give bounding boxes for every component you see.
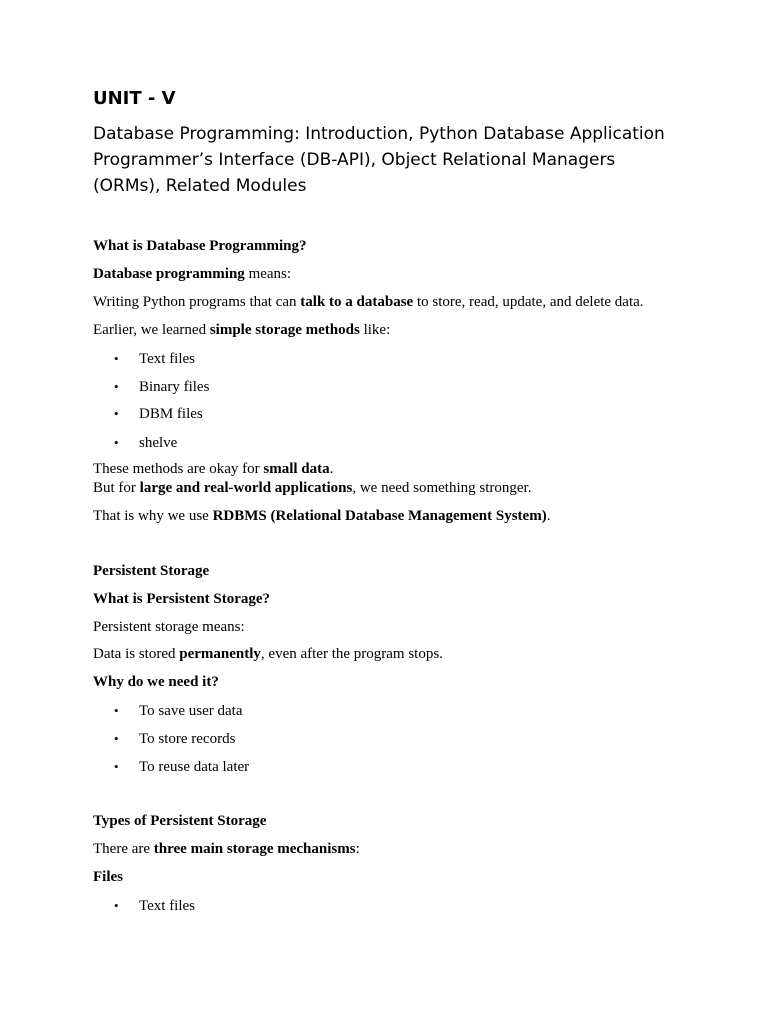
bold-term: talk to a database <box>300 294 414 310</box>
unit-subtitle <box>93 121 693 199</box>
paragraph-explanation <box>93 293 644 312</box>
list-item <box>114 896 195 916</box>
list-item-label: Binary files <box>139 379 210 395</box>
text-run: like: <box>359 322 391 338</box>
bold-term: simple storage methods <box>209 322 360 338</box>
list-item <box>114 377 209 397</box>
bold-term: Database programming <box>93 266 245 282</box>
list-item-label: To store records <box>139 731 236 747</box>
bold-term: RDBMS (Relational Database Management System) <box>212 508 547 524</box>
text-run: Data is stored <box>93 646 180 662</box>
text-run: . <box>329 461 334 477</box>
bullet-icon: • <box>114 703 119 718</box>
bold-term: permanently <box>179 646 261 662</box>
paragraph-large-apps <box>93 479 531 498</box>
section-heading-persistent-storage: Persistent Storage <box>93 563 210 579</box>
list-item <box>114 433 177 453</box>
paragraph-three-mechanisms <box>93 840 360 859</box>
text-run: Writing Python programs that can <box>93 294 301 310</box>
list-item-label: To save user data <box>139 703 243 719</box>
list-item-label: DBM files <box>139 406 203 422</box>
unit-subtitle-line: Database Programming: Introduction, Python Database Application <box>93 124 665 144</box>
paragraph-rdbms <box>93 507 550 526</box>
bullet-icon: • <box>114 406 119 421</box>
bullet-icon: • <box>114 898 119 913</box>
list-item-label: shelve <box>139 435 178 451</box>
text-run: . <box>546 508 551 524</box>
bold-term: three main storage mechanisms <box>153 841 356 857</box>
paragraph-small-data <box>93 460 333 479</box>
paragraph-permanently <box>93 645 443 664</box>
text-run: , we need something stronger. <box>352 480 532 496</box>
text-run: But for <box>93 480 140 496</box>
list-item <box>114 729 235 749</box>
section-heading-db-programming: What is Database Programming? <box>93 238 307 254</box>
unit-title: UNIT - V <box>93 88 176 109</box>
bullet-icon: • <box>114 351 119 366</box>
text-run: to store, read, update, and delete data. <box>413 294 644 310</box>
list-item <box>114 404 203 424</box>
subheading-why-need: Why do we need it? <box>93 674 219 690</box>
bold-term: small data <box>263 461 330 477</box>
bullet-icon: • <box>114 379 119 394</box>
text-run: These methods are okay for <box>93 461 264 477</box>
unit-subtitle-line: Programmer’s Interface (DB-API), Object Relational Managers <box>93 150 616 170</box>
bullet-icon: • <box>114 435 119 450</box>
text-run: Earlier, we learned <box>93 322 210 338</box>
text-run: : <box>355 841 360 857</box>
paragraph-definition <box>93 265 291 284</box>
list-item-label: Text files <box>139 351 196 367</box>
paragraph-earlier <box>93 321 390 340</box>
text-run: , even after the program stops. <box>260 646 443 662</box>
list-item <box>114 757 249 777</box>
section-heading-types: Types of Persistent Storage <box>93 813 267 829</box>
subheading-files: Files <box>93 869 123 885</box>
text-run: There are <box>93 841 154 857</box>
list-item <box>114 701 243 721</box>
paragraph-persistent-means: Persistent storage means: <box>93 619 245 635</box>
list-item <box>114 349 195 369</box>
subheading-what-is-persistent: What is Persistent Storage? <box>93 591 271 607</box>
list-item-label: To reuse data later <box>139 759 250 775</box>
list-item-label: Text files <box>139 898 196 914</box>
bullet-icon: • <box>114 759 119 774</box>
bold-term: large and real-world applications <box>139 480 353 496</box>
bullet-icon: • <box>114 731 119 746</box>
text-run: means: <box>244 266 292 282</box>
text-run: That is why we use <box>93 508 213 524</box>
unit-subtitle-line: (ORMs), Related Modules <box>93 176 307 196</box>
